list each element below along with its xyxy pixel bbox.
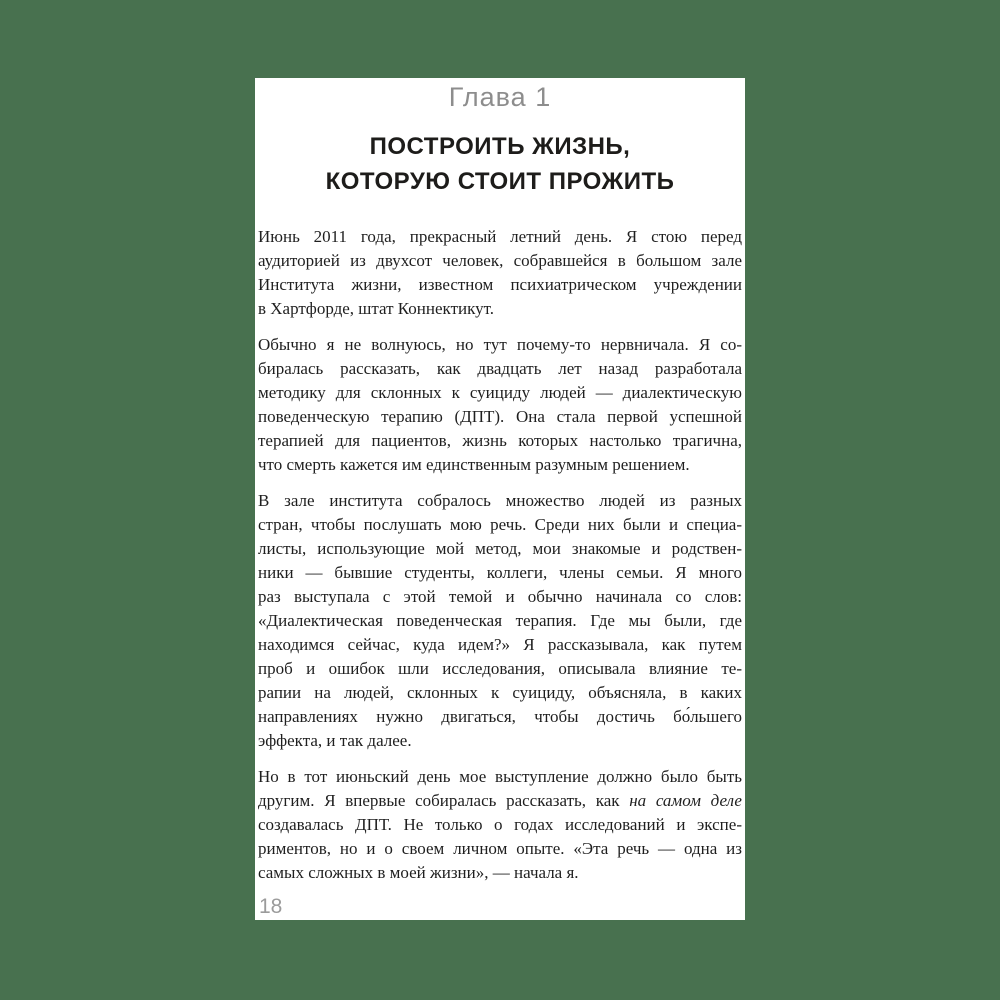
paragraph xyxy=(258,489,742,753)
text-line: «Диалектическая поведенческая терапия. Где мы были, где xyxy=(258,611,742,630)
text-line: Июнь 2011 года, прекрасный летний день. Я стою перед xyxy=(258,227,742,246)
paragraph xyxy=(258,225,742,321)
text-line: биралась рассказать, как двадцать лет назад разработала xyxy=(258,359,742,378)
paragraph xyxy=(258,765,742,885)
chapter-title-line-2: КОТОРУЮ СТОИТ ПРОЖИТЬ xyxy=(325,168,675,195)
text-line: ники — бывшие студенты, коллеги, члены семьи. Я много xyxy=(258,563,742,582)
italic-text-segment: на самом деле xyxy=(629,791,742,810)
text-line: стран, чтобы послушать мою речь. Среди них были и специа- xyxy=(258,515,742,534)
text-line: направлениях нужно двигаться, чтобы достичь бо́льшего xyxy=(258,707,742,726)
paragraph xyxy=(258,333,742,477)
text-line: создавалась ДПТ. Не только о годах исследований и экспе- xyxy=(258,815,742,834)
text-segment: другим. Я впервые собиралась рассказать, как xyxy=(258,791,630,810)
text-line: риментов, но и о своем личном опыте. «Эта речь — одна из xyxy=(258,839,742,858)
chapter-label: Глава 1 xyxy=(448,82,552,112)
text-line: Института жизни, известном психиатрическом учреждении xyxy=(258,275,742,294)
text-line: что смерть кажется им единственным разумным решением. xyxy=(258,455,690,474)
text-line xyxy=(258,789,742,813)
text-line: Обычно я не волнуюсь, но тут почему-то нервничала. Я со- xyxy=(258,335,742,354)
text-line: листы, использующие мой метод, мои знакомые и родствен- xyxy=(258,539,742,558)
text-line: поведенческую терапию (ДПТ). Она стала первой успешной xyxy=(258,407,742,426)
body-text xyxy=(258,225,742,885)
text-line: находимся сейчас, куда идем?» Я рассказывала, как путем xyxy=(258,635,742,654)
text-line: В зале института собралось множество людей из разных xyxy=(258,491,742,510)
text-line: методику для склонных к суициду людей — диалектическую xyxy=(258,383,742,402)
chapter-title-line-1: ПОСТРОИТЬ ЖИЗНЬ, xyxy=(369,133,631,160)
text-line: проб и ошибок шли исследования, описывала влияние те- xyxy=(258,659,742,678)
text-line: раз выступала с этой темой и обычно начинала со слов: xyxy=(258,587,742,606)
text-line: самых сложных в моей жизни», — начала я. xyxy=(258,863,579,882)
page-number-label: 18 xyxy=(259,895,283,918)
text-line: аудиторией из двухсот человек, собравшейся в большом зале xyxy=(258,251,742,270)
text-line: Но в тот июньский день мое выступление должно было быть xyxy=(258,767,742,786)
text-line: эффекта, и так далее. xyxy=(258,731,412,750)
text-line: терапией для пациентов, жизнь которых настолько трагична, xyxy=(258,431,742,450)
text-line: рапии на людей, склонных к суициду, объясняла, в каких xyxy=(258,683,742,702)
chapter-title xyxy=(258,129,742,199)
book-page xyxy=(255,78,745,920)
text-line: в Хартфорде, штат Коннектикут. xyxy=(258,299,495,318)
